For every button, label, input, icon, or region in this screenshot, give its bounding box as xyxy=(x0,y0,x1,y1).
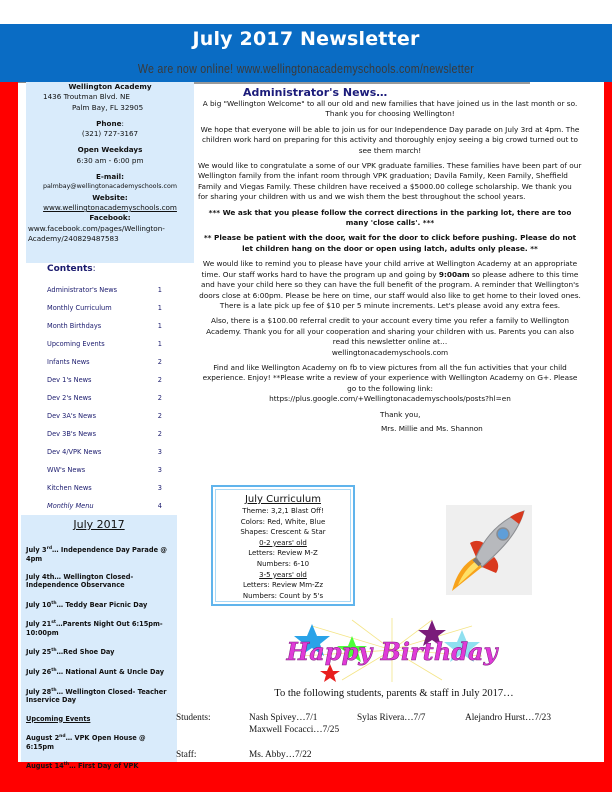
phone-label: Phone xyxy=(96,118,122,128)
curriculum-theme: Theme: 3,2,1 Blast Off! xyxy=(242,507,324,515)
event-date: August 14 xyxy=(26,762,64,771)
facebook-link-line-2[interactable]: Academy/240829487583 xyxy=(28,233,119,243)
happy-birthday-text: Happy Birthday xyxy=(286,637,498,666)
event-item xyxy=(26,667,174,677)
event-item xyxy=(26,619,174,637)
event-date: July 10 xyxy=(26,601,52,609)
arrival-text: We would like to remind you to please have your child arrive at Wellington Academy at an appropriate time. Our staff works hard to have the program up and going by xyxy=(201,259,578,279)
contents-item-label: Administrator's News xyxy=(47,286,118,294)
contents-item[interactable] xyxy=(47,448,162,466)
arrival-text-cont: so please adhere to this time and have your child here so they can have the full benefit of the program. A reminder that Wellington's doors close at 6:00pm. Please be here on time, our staff would also like to get home to their loved ones. There is a late pick up fee of $10 per 5 minute increments. Let's please avoid any extra fees. xyxy=(199,269,581,310)
newsletter-link[interactable]: wellingtonacademyschools.com xyxy=(331,347,449,357)
contents-item[interactable] xyxy=(47,358,162,376)
contents-item[interactable] xyxy=(47,340,162,358)
star-icon xyxy=(320,664,340,682)
door-notice: ** Please be patient with the door, wait for the door to click before pushing. Please do not let children hang on the door or open using latch, adults only please. ** xyxy=(203,233,577,253)
event-date: July 3 xyxy=(26,546,47,555)
contents-item-page: 2 xyxy=(157,412,162,420)
events-list xyxy=(26,545,174,781)
contents-item-page: 3 xyxy=(157,466,162,474)
contents-item-label: Infants News xyxy=(47,358,90,366)
contents-item[interactable] xyxy=(47,286,162,304)
hours-value: 6:30 am - 6:00 pm xyxy=(76,155,144,165)
event-description: … Wellington Closed- Teacher Inservice Day xyxy=(26,687,167,705)
newsletter-subtitle[interactable]: We are now online! www.wellingtonacademyschools.com/newsletter xyxy=(137,61,475,76)
contents-heading-colon: : xyxy=(92,264,96,274)
contents-item[interactable] xyxy=(47,304,162,322)
event-date: July 21 xyxy=(26,620,52,629)
event-date-suffix: th xyxy=(51,687,57,693)
contents-item-label: Dev 3A's News xyxy=(47,412,96,420)
admin-paragraph: We hope that everyone will be able to join us for our Independence Day parade on July 3rd at 4pm. The children work hard on preparing for this activity and thoroughly enjoy seeing a big crowd turned out to see them march! xyxy=(200,124,580,155)
contents-heading-text: Contents xyxy=(47,264,93,274)
upcoming-events-heading: Upcoming Events xyxy=(26,714,91,723)
event-date-suffix: th xyxy=(51,600,57,606)
school-name: Wellington Academy xyxy=(68,82,152,91)
curriculum-colors: Colors: Red, White, Blue xyxy=(240,517,326,526)
event-item xyxy=(26,647,174,657)
event-date-suffix: th xyxy=(51,648,57,654)
curriculum-numbers: Numbers: Count by 5's xyxy=(242,591,324,600)
contents-item-page: 2 xyxy=(157,358,162,366)
event-date-suffix: nd xyxy=(59,734,66,739)
event-description: …Parents Night Out 6:15pm-10:00pm xyxy=(26,620,163,637)
divider xyxy=(18,82,26,83)
newsletter-title: July 2017 Newsletter xyxy=(192,28,420,50)
contents-item-page: 1 xyxy=(157,322,162,330)
event-description: … Teddy Bear Picnic Day xyxy=(56,601,148,609)
contents-item-page: 3 xyxy=(157,448,162,456)
contents-item-page: 2 xyxy=(157,430,162,438)
admin-paragraph xyxy=(198,316,582,358)
phone-label-colon: : xyxy=(121,118,124,128)
event-date: July 28 xyxy=(26,687,52,696)
curriculum-numbers: Numbers: 6-10 xyxy=(256,559,310,568)
contents-item[interactable] xyxy=(47,394,162,412)
email-link[interactable]: palmbay@wellingtonacademyschools.com xyxy=(42,183,178,191)
curriculum-shapes: Shapes: Crescent & Star xyxy=(240,528,326,537)
address-line-2: Palm Bay, FL 32905 xyxy=(72,102,144,112)
contents-item-page: 2 xyxy=(157,394,162,402)
birthday-student: Nash Spivey…7/1 xyxy=(249,713,318,723)
contents-item[interactable] xyxy=(47,376,162,394)
administrators-news xyxy=(198,86,582,434)
contents-item-label: Dev 2's News xyxy=(47,394,92,402)
contents-item-label: Dev 3B's News xyxy=(47,430,97,438)
admin-paragraph xyxy=(198,363,582,405)
admin-paragraph: A big "Wellington Welcome" to all our old and new families that have joined us in the last month or so. Thank you for choosing Wellington! xyxy=(202,99,578,119)
website-label: Website: xyxy=(92,192,128,202)
contents-item-page: 4 xyxy=(157,502,162,510)
facebook-link-line-1[interactable]: www.facebook.com/pages/Wellington- xyxy=(28,223,165,233)
happy-birthday-graphic xyxy=(282,616,502,684)
event-item xyxy=(26,761,174,771)
contents-item-label: Dev 1's News xyxy=(47,376,92,384)
contents-item-page: 3 xyxy=(157,484,162,492)
age-group-heading: 0-2 years' old xyxy=(259,538,307,547)
event-description: … National Aunt & Uncle Day xyxy=(56,668,165,677)
birthday-staff: Ms. Abby…7/22 xyxy=(249,750,312,760)
contents-item[interactable] xyxy=(47,466,162,484)
parking-notice: *** We ask that you please follow the correct directions in the parking lot, there are too many 'close calls'. *** xyxy=(208,207,572,228)
signature: Mrs. Millie and Ms. Shannon xyxy=(381,423,483,433)
event-date-suffix: rd xyxy=(46,546,53,551)
birthday-student: Maxwell Focacci…7/25 xyxy=(249,725,340,735)
divider xyxy=(194,82,530,84)
contents-item-page: 2 xyxy=(157,376,162,384)
event-date: August 2 xyxy=(26,734,60,743)
contents-item[interactable] xyxy=(47,322,162,340)
website-link[interactable]: www.wellingtonacademyschools.com xyxy=(43,202,177,212)
referral-text: Also, there is a $100.00 referral credit to your account every time you refer a family to Wellington Academy. Thank you for all your cooperation and sharing your children with us. Parents you can also read this newsletter online at… xyxy=(206,316,574,347)
contents-item-page: 1 xyxy=(157,286,162,294)
rocket-image xyxy=(446,505,532,595)
event-date-suffix: th xyxy=(51,668,57,673)
event-date-suffix: st xyxy=(51,620,57,626)
arrival-time: 9:00am xyxy=(438,269,470,279)
contents-list xyxy=(47,286,162,520)
event-description: … VPK Open House @ 6:15pm xyxy=(26,734,146,751)
hours-label: Open Weekdays xyxy=(77,145,143,155)
google-plus-link[interactable]: https://plus.google.com/+Wellingtonacademyschools/posts?hl=en xyxy=(269,394,511,404)
contents-item-label: Monthly Menu xyxy=(47,502,94,510)
contact-info xyxy=(26,82,194,244)
curriculum-letters: Letters: Review M-Z xyxy=(248,549,318,558)
birthday-student: Alejandro Hurst…7/23 xyxy=(465,713,551,723)
newsletter-header xyxy=(0,24,612,82)
event-item xyxy=(26,545,174,563)
event-date: July 26 xyxy=(26,668,52,677)
event-description: …Red Shoe Day xyxy=(56,648,115,657)
events-heading: July 2017 xyxy=(73,518,125,531)
event-date-suffix: th xyxy=(63,762,70,767)
admin-paragraph: We would like to congratulate a some of our VPK graduate families. These families have been part of our Wellington family from the infant room through VPK graduation; Davila Family, Keen Family, Sheffield Family and Viegas Family. These children have received a $5000.00 college scholarship. We thank you for sharing your children with us and we wish them the best throughout the school years. xyxy=(198,161,582,202)
curriculum-title: July Curriculum xyxy=(244,494,321,505)
birthday-intro: To the following students, parents & staff in July 2017… xyxy=(274,688,514,699)
contents-item[interactable] xyxy=(47,430,162,448)
facebook-label: Facebook: xyxy=(89,213,131,223)
rocket-icon xyxy=(446,505,532,595)
event-description: … First Day of VPK xyxy=(69,762,139,771)
curriculum-box xyxy=(211,485,355,606)
curriculum-letters: Letters: Review Mm-Zz xyxy=(242,581,324,590)
closing: Thank you, xyxy=(380,409,421,419)
contents-item-label: Dev 4/VPK News xyxy=(47,448,102,456)
contents-item-page: 1 xyxy=(157,304,162,312)
birthday-student: Sylas Rivera…7/7 xyxy=(357,713,426,723)
event-item xyxy=(26,600,174,610)
contents-item-label: Upcoming Events xyxy=(47,340,105,348)
contents-item-label: WW's News xyxy=(47,466,86,474)
event-item xyxy=(26,687,174,705)
address-line-1: 1436 Troutman Blvd. NE xyxy=(43,92,130,102)
page-top-margin xyxy=(0,0,612,24)
admin-paragraph xyxy=(198,259,582,311)
contents-item-page: 1 xyxy=(157,340,162,348)
review-text: Find and like Wellington Academy on fb to view pictures from all the fun activities that your child experience. Enjoy! **Please write a review of your experience with Wellington Academy on G+. Please go to the following link: xyxy=(202,362,578,393)
contents-item-label: Monthly Curriculum xyxy=(47,304,112,312)
contents-heading xyxy=(47,264,96,274)
event-item xyxy=(26,573,174,590)
age-group-heading: 3-5 years' old xyxy=(259,570,307,579)
email-label: E-mail: xyxy=(95,172,125,182)
admin-news-heading: Administrator's News… xyxy=(243,86,388,99)
contents-item-label: Kitchen News xyxy=(47,484,92,492)
event-item xyxy=(26,733,174,751)
contents-item-label: Month Birthdays xyxy=(47,322,102,330)
staff-label: Staff: xyxy=(176,750,197,760)
contents-item[interactable] xyxy=(47,484,162,502)
students-label: Students: xyxy=(176,713,211,723)
event-description: July 4th… Wellington Closed- Independence Observance xyxy=(26,573,134,590)
event-date: July 25 xyxy=(26,648,52,657)
contents-item[interactable] xyxy=(47,412,162,430)
event-description: … Independence Day Parade @ 4pm xyxy=(26,546,167,563)
phone-number: (321) 727-3167 xyxy=(81,129,139,139)
